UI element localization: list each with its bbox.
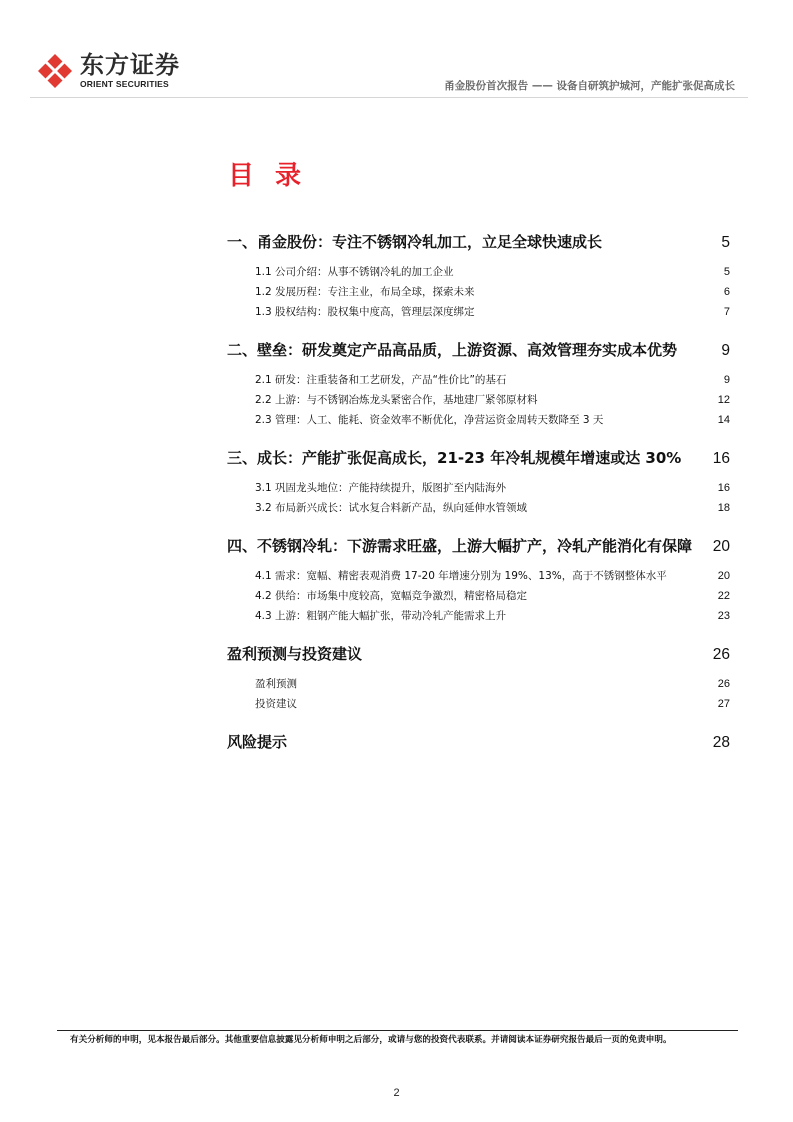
toc-section-1 xyxy=(227,228,730,322)
toc-entry-label: 风险提示 xyxy=(227,733,288,751)
toc-subentry[interactable] xyxy=(227,586,730,606)
toc-subentry-label: 4.3 上游：粗钢产能大幅扩张，带动冷轧产能需求上升 xyxy=(255,610,507,622)
toc-section-6 xyxy=(227,728,730,756)
toc-subentry-page: 5 xyxy=(723,266,730,278)
dot-leader xyxy=(476,305,723,316)
toc-entry-page: 9 xyxy=(721,342,730,359)
dot-leader xyxy=(507,609,717,620)
dot-leader xyxy=(455,265,723,276)
dot-leader xyxy=(678,340,720,355)
toc-subentry-label: 4.1 需求：宽幅、精密表观消费 17-20 年增速分别为 19%、13%，高于不锈钢整体水平 xyxy=(255,570,667,582)
footer-divider xyxy=(57,1030,738,1031)
logo-name-en: ORIENT SECURITIES xyxy=(80,79,169,90)
toc-entry-label: 四、不锈钢冷轧：下游需求旺盛，上游大幅扩产，冷轧产能消化有保障 xyxy=(227,537,693,555)
toc-entry[interactable] xyxy=(227,640,730,668)
dot-leader xyxy=(363,644,712,659)
toc-entry[interactable] xyxy=(227,444,730,472)
toc-subentry-page: 16 xyxy=(717,482,730,494)
toc-subentry[interactable] xyxy=(227,282,730,302)
toc-subentry-label: 1.1 公司介绍：从事不锈钢冷轧的加工企业 xyxy=(255,266,454,278)
dot-leader xyxy=(682,448,711,463)
dot-leader xyxy=(298,677,717,688)
toc-subentry-label: 2.1 研发：注重装备和工艺研发，产品“性价比”的基石 xyxy=(255,374,507,386)
dot-leader xyxy=(668,569,717,580)
toc-subentry[interactable] xyxy=(227,390,730,410)
toc-subentry-page: 14 xyxy=(717,414,730,426)
toc-subentry-label: 3.2 布局新兴成长：试水复合料新产品，纵向延伸水管领域 xyxy=(255,502,528,514)
toc-subentry-page: 26 xyxy=(717,678,730,690)
toc-subentry[interactable] xyxy=(227,694,730,714)
toc-subentry[interactable] xyxy=(227,478,730,498)
toc-subentry-page: 6 xyxy=(723,286,730,298)
toc-section-3 xyxy=(227,444,730,518)
toc-subentry-label: 1.2 发展历程：专注主业，布局全球，探索未来 xyxy=(255,286,475,298)
toc-subentry[interactable] xyxy=(227,302,730,322)
page-number: 2 xyxy=(393,1087,400,1099)
toc-entry-page: 16 xyxy=(712,450,730,467)
dot-leader xyxy=(288,732,712,747)
toc-subentry-label: 2.3 管理：人工、能耗、资金效率不断优化，净营运资金周转天数降至 3 天 xyxy=(255,414,604,426)
toc-entry-page: 28 xyxy=(712,734,730,751)
page-header xyxy=(0,0,793,100)
toc-section-5 xyxy=(227,640,730,714)
header-divider xyxy=(30,97,748,98)
dot-leader xyxy=(298,697,717,708)
toc-subentry-label: 4.2 供给：市场集中度较高，宽幅竞争激烈，精密格局稳定 xyxy=(255,590,528,602)
dot-leader xyxy=(507,373,722,384)
toc-entry[interactable] xyxy=(227,228,730,256)
dot-leader xyxy=(528,501,717,512)
toc-subentry[interactable] xyxy=(227,674,730,694)
toc-entry-label: 盈利预测与投资建议 xyxy=(227,645,363,663)
toc-entry[interactable] xyxy=(227,728,730,756)
toc-subentry-label: 1.3 股权结构：股权集中度高，管理层深度绑定 xyxy=(255,306,475,318)
dot-leader xyxy=(604,413,716,424)
toc-subentry-page: 12 xyxy=(717,394,730,406)
dot-leader xyxy=(693,536,712,551)
toc-subentry-page: 9 xyxy=(723,374,730,386)
toc-heading: 目 录 xyxy=(228,161,308,191)
dot-leader xyxy=(476,285,723,296)
toc-subentry[interactable] xyxy=(227,410,730,430)
toc-entry-label: 三、成长：产能扩张促高成长，21-23 年冷轧规模年增速或达 30% xyxy=(227,449,682,467)
toc-subentry-page: 7 xyxy=(723,306,730,318)
toc-subentry-page: 22 xyxy=(717,590,730,602)
toc-entry-page: 26 xyxy=(712,646,730,663)
toc-subentry[interactable] xyxy=(227,566,730,586)
logo-name-cn: 东方证券 xyxy=(80,51,180,80)
disclaimer-note: 有关分析师的申明，见本报告最后部分。其他重要信息披露见分析师申明之后部分，或请与您的投资代表联系。并请阅读本证券研究报告最后一页的免责申明。 xyxy=(70,1035,672,1045)
toc-subentry[interactable] xyxy=(227,606,730,626)
logo-diamond-icon xyxy=(36,52,74,90)
table-of-contents xyxy=(227,228,730,770)
toc-subentry[interactable] xyxy=(227,498,730,518)
dot-leader xyxy=(539,393,717,404)
toc-subentry-label: 3.1 巩固龙头地位：产能持续提升，版图扩至内陆海外 xyxy=(255,482,507,494)
toc-entry-label: 二、壁垒：研发奠定产品高品质，上游资源、高效管理夯实成本优势 xyxy=(227,341,678,359)
toc-entry-label: 一、甬金股份：专注不锈钢冷轧加工，立足全球快速成长 xyxy=(227,233,603,251)
toc-entry-page: 5 xyxy=(721,234,730,251)
dot-leader xyxy=(603,232,720,247)
orient-securities-logo xyxy=(36,52,180,90)
toc-subentry-page: 27 xyxy=(717,698,730,710)
toc-subentry-page: 20 xyxy=(717,570,730,582)
toc-subentry-page: 18 xyxy=(717,502,730,514)
toc-section-4 xyxy=(227,532,730,626)
toc-subentry[interactable] xyxy=(227,262,730,282)
toc-subentry-label: 投资建议 xyxy=(255,698,297,710)
logo-wordmark xyxy=(80,53,180,89)
toc-section-2 xyxy=(227,336,730,430)
dot-leader xyxy=(528,589,717,600)
toc-entry[interactable] xyxy=(227,532,730,560)
dot-leader xyxy=(507,481,717,492)
toc-entry[interactable] xyxy=(227,336,730,364)
toc-subentry-page: 23 xyxy=(717,610,730,622)
toc-subentry-label: 盈利预测 xyxy=(255,678,297,690)
toc-subentry[interactable] xyxy=(227,370,730,390)
toc-subentry-label: 2.2 上游：与不锈钢冶炼龙头紧密合作，基地建厂紧邻原材料 xyxy=(255,394,538,406)
toc-entry-page: 20 xyxy=(712,538,730,555)
report-title: 甬金股份首次报告 —— 设备自研筑护城河，产能扩张促高成长 xyxy=(444,80,735,92)
